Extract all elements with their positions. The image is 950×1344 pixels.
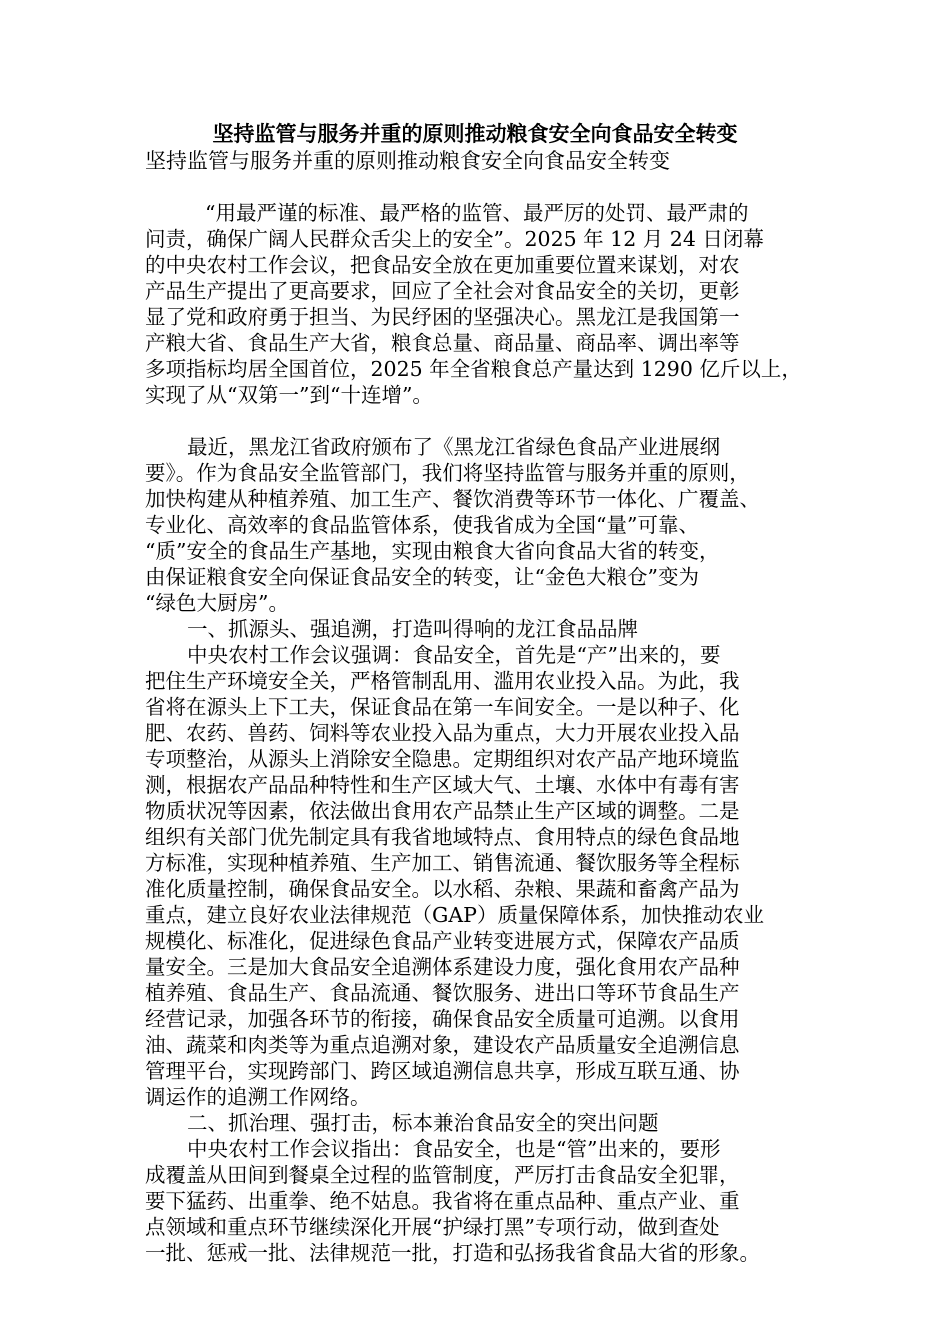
paragraph-line: 实现了从“双第一”到“十连增”。 — [145, 383, 433, 407]
paragraph-line: 多项指标均居全国首位，2025 年全省粮食总产量达到 1290 亿斤以上， — [145, 357, 802, 381]
paragraph-line: 专业化、高效率的食品监管体系，使我省成为全国“量”可靠、 — [145, 513, 699, 537]
document-subtitle: 坚持监管与服务并重的原则推动粮食安全向食品安全转变 — [145, 149, 670, 173]
paragraph-line: 调运作的追溯工作网络。 — [145, 1085, 371, 1109]
paragraph-line: 产品生产提出了更高要求，回应了全社会对食品安全的关切，更彰 — [145, 279, 740, 303]
paragraph-line: 产粮大省、食品生产大省，粮食总量、商品量、商品率、调出率等 — [145, 331, 740, 355]
paragraph-line: 最近，黑龙江省政府颁布了《黑龙江省绿色食品产业进展纲 — [187, 435, 720, 459]
paragraph-line: “质”安全的食品生产基地，实现由粮食大省向食品大省的转变， — [145, 539, 720, 563]
paragraph-line: “绿色大厨房”。 — [145, 591, 289, 615]
paragraph-line: 测，根据农产品品种特性和生产区域大气、土壤、水体中有毒有害 — [145, 773, 740, 797]
paragraph-line: 中央农村工作会议指出：食品安全，也是“管”出来的，要形 — [187, 1137, 721, 1161]
paragraph-line: 专项整治，从源头上消除安全隐患。定期组织对农产品产地环境监 — [145, 747, 740, 771]
paragraph-line: 的中央农村工作会议，把食品安全放在更加重要位置来谋划，对农 — [145, 253, 740, 277]
paragraph-line: 要下猛药、出重拳、绝不姑息。我省将在重点品种、重点产业、重 — [145, 1189, 740, 1213]
paragraph-line: 问责，确保广阔人民群众舌尖上的安全”。2025 年 12 月 24 日闭幕 — [145, 227, 764, 251]
paragraph-line: 加快构建从种植养殖、加工生产、餐饮消费等环节一体化、广覆盖、 — [145, 487, 760, 511]
paragraph-line: 省将在源头上下工夫，保证食品在第一车间安全。一是以种子、化 — [145, 695, 740, 719]
paragraph-line: 显了党和政府勇于担当、为民纾困的坚强决心。黑龙江是我国第一 — [145, 305, 740, 329]
section-heading: 二、抓治理、强打击，标本兼治食品安全的突出问题 — [187, 1111, 659, 1135]
paragraph-line: 组织有关部门优先制定具有我省地域特点、食用特点的绿色食品地 — [145, 825, 740, 849]
paragraph-line: 点领域和重点环节继续深化开展“护绿打黑”专项行动，做到查处 — [145, 1215, 720, 1239]
paragraph-line: 要》。作为食品安全监管部门，我们将坚持监管与服务并重的原则， — [145, 461, 750, 485]
paragraph-line: 植养殖、食品生产、食品流通、餐饮服务、进出口等环节食品生产 — [145, 981, 740, 1005]
paragraph-line: 方标准，实现种植养殖、生产加工、销售流通、餐饮服务等全程标 — [145, 851, 740, 875]
paragraph-line: 重点，建立良好农业法律规范（GAP）质量保障体系，加快推动农业 — [145, 903, 764, 927]
paragraph-line: 一批、惩戒一批、法律规范一批，打造和弘扬我省食品大省的形象。 — [145, 1241, 760, 1265]
paragraph-line: 经营记录，加强各环节的衔接，确保食品安全质量可追溯。以食用 — [145, 1007, 740, 1031]
paragraph-line: 物质状况等因素，依法做出食用农产品禁止生产区域的调整。二是 — [145, 799, 740, 823]
paragraph-line: 肥、农药、兽药、饲料等农业投入品为重点，大力开展农业投入品 — [145, 721, 740, 745]
paragraph-line: 准化质量控制，确保食品安全。以水稻、杂粮、果蔬和畜禽产品为 — [145, 877, 740, 901]
document-title: 坚持监管与服务并重的原则推动粮食安全向食品安全转变 — [212, 121, 738, 146]
paragraph-line: 把住生产环境安全关，严格管制乱用、滥用农业投入品。为此，我 — [145, 669, 740, 693]
section-heading: 一、抓源头、强追溯，打造叫得响的龙江食品品牌 — [187, 617, 638, 641]
paragraph-line: 中央农村工作会议强调：食品安全，首先是“产”出来的，要 — [187, 643, 721, 667]
paragraph-line: 规模化、标准化，促进绿色食品产业转变进展方式，保障农产品质 — [145, 929, 740, 953]
paragraph-line: 量安全。三是加大食品安全追溯体系建设力度，强化食用农产品种 — [145, 955, 740, 979]
paragraph-line: 成覆盖从田间到餐桌全过程的监管制度，严厉打击食品安全犯罪， — [145, 1163, 740, 1187]
paragraph-line: 由保证粮食安全向保证食品安全的转变，让“金色大粮仓”变为 — [145, 565, 699, 589]
paragraph-line: 油、蔬菜和肉类等为重点追溯对象，建设农产品质量安全追溯信息 — [145, 1033, 740, 1057]
paragraph-line: 管理平台，实现跨部门、跨区域追溯信息共享，形成互联互通、协 — [145, 1059, 740, 1083]
paragraph-line: “用最严谨的标准、最严格的监管、最严厉的处罚、最严肃的 — [205, 201, 749, 225]
